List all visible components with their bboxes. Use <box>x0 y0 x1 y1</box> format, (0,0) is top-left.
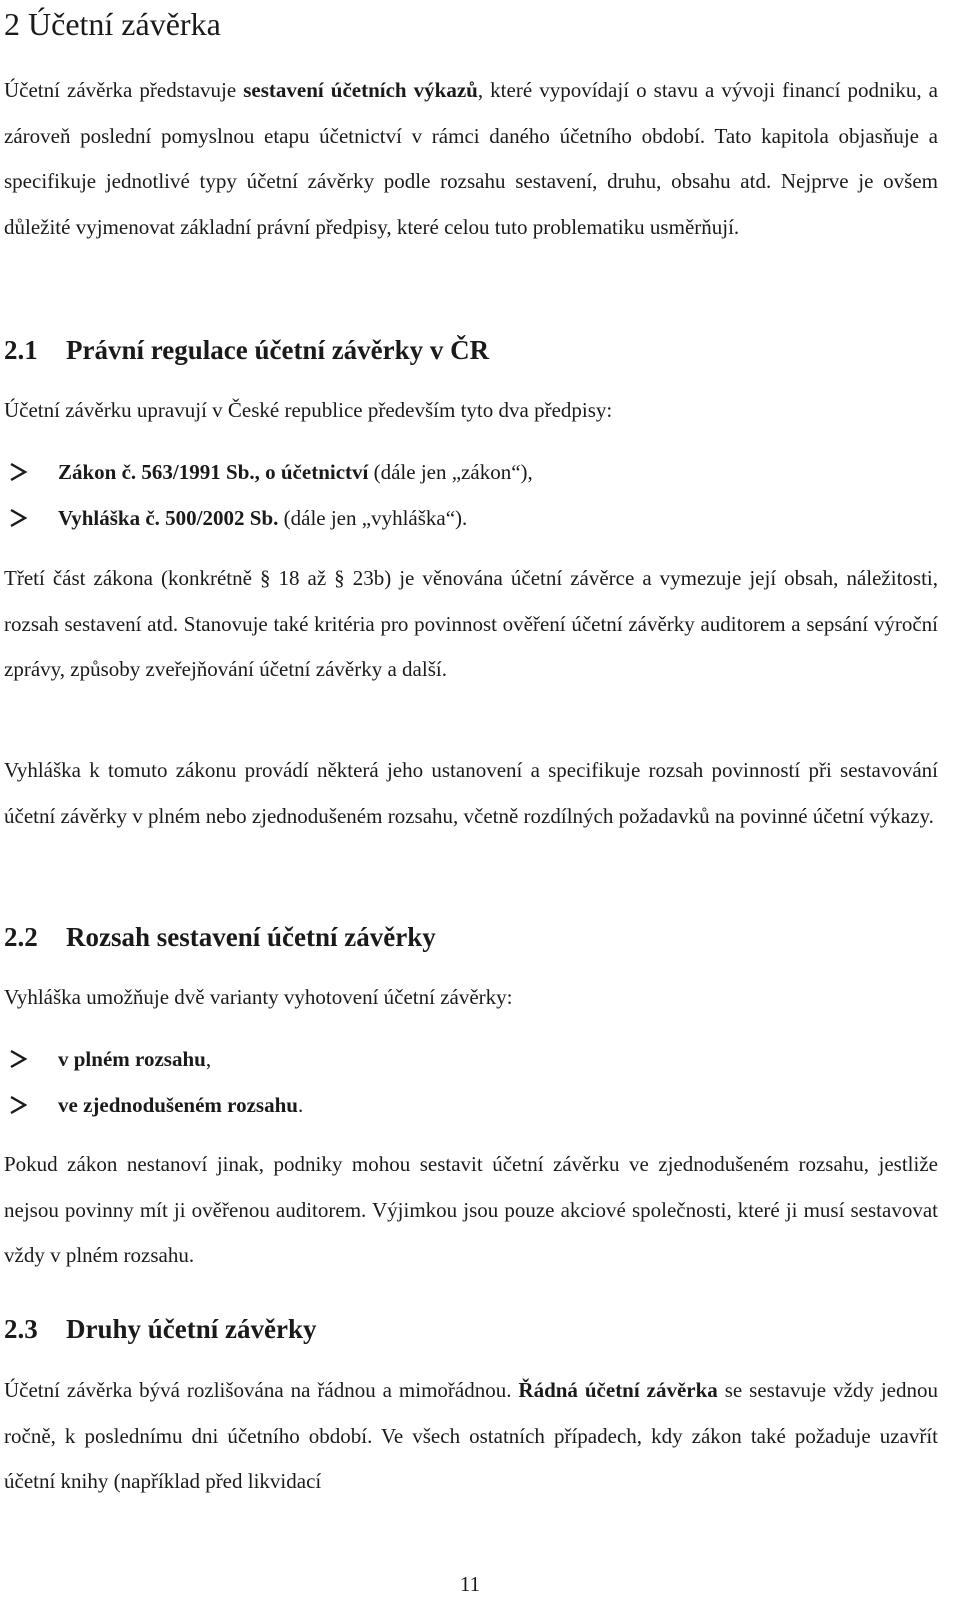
section-2-1-paragraph-1: Třetí část zákona (konkrétně § 18 až § 23b) je věnována účetní závěrce a vymezuje její obsah, náležitosti, rozsah sestavení atd. Stanovuje také kritéria pro povinnost ověření účetní závěrky auditorem a sepsání výroční zprávy, způsoby zveřejňování účetní závěrky a další. <box>4 566 938 681</box>
chapter-heading: 2 Účetní závěrka <box>4 6 221 42</box>
arrow-bullet-icon <box>8 1049 28 1069</box>
section-2-1-lead: Účetní závěrku upravují v České republice především tyto dva předpisy: <box>4 398 613 422</box>
section-2-2-lead: Vyhláška umožňuje dvě varianty vyhotovení účetní závěrky: <box>4 985 513 1009</box>
list-item <box>4 1082 934 1128</box>
arrow-bullet-icon <box>8 508 28 528</box>
list-item-rest: . <box>297 1093 304 1117</box>
section-title: Druhy účetní závěrky <box>66 1314 317 1344</box>
section-2-2-heading <box>4 920 436 954</box>
list-item-bold: Vyhláška č. 500/2002 Sb. <box>58 506 279 530</box>
section-2-2-paragraph-1: Pokud zákon nestanoví jinak, podniky mohou sestavit účetní závěrku ve zjednodušeném rozsahu, jestliže nejsou povinny mít ji ověřenou auditorem. Výjimkou jsou pouze akciové společnosti, které ji musí sestavovat vždy v plném rozsahu. <box>4 1152 938 1267</box>
list-item-rest: (dále jen „vyhláška“). <box>278 506 468 530</box>
section-number: 2.2 <box>4 922 38 952</box>
list-item-bold: Zákon č. 563/1991 Sb., o účetnictví <box>58 460 369 484</box>
section-2-1-paragraph-2: Vyhláška k tomuto zákonu provádí některá jeho ustanovení a specifikuje rozsah povinností při sestavování účetní závěrky v plném nebo zjednodušeném rozsahu, včetně rozdílných požadavků na povinné účetní výkazy. <box>4 758 938 828</box>
list-item <box>4 1036 934 1082</box>
list-item <box>4 449 934 495</box>
section-title: Rozsah sestavení účetní závěrky <box>66 922 436 952</box>
section-2-3-bold-term: Řádná účetní závěrka <box>518 1378 718 1402</box>
section-number: 2.1 <box>4 335 38 365</box>
intro-paragraph <box>4 68 938 250</box>
list-item-bold: ve zjednodušeném rozsahu <box>58 1093 298 1117</box>
page-number: 11 <box>459 1572 481 1596</box>
list-item-rest: (dále jen „zákon“), <box>368 460 533 484</box>
regulation-list <box>4 449 934 541</box>
section-2-3-paragraph-1 <box>4 1368 938 1505</box>
arrow-bullet-icon <box>8 462 28 482</box>
section-number: 2.3 <box>4 1314 38 1344</box>
scope-list <box>4 1036 934 1128</box>
intro-text-1: Účetní závěrka představuje <box>4 78 244 102</box>
list-item-bold: v plném rozsahu <box>58 1047 206 1071</box>
section-2-1-heading <box>4 333 489 367</box>
section-2-3-heading <box>4 1312 316 1346</box>
intro-text-2: , které vypovídají o stavu a vývoji financí podniku, a zároveň poslední pomyslnou etapu účetnictví v rámci daného účetního období. Tato kapitola objasňuje a specifikuje jednotlivé typy účetní závěrky podle rozsahu sestavení, druhu, obsahu atd. Nejprve je ovšem důležité vyjmenovat základní právní předpisy, které celou tuto problematiku usměrňují. <box>4 78 938 239</box>
section-2-3-text-2: se sestavuje vždy jednou ročně, k poslednímu dni účetního období. Ve všech ostatních případech, kdy zákon také požaduje uzavřít účetní knihy (například před likvidací <box>4 1378 938 1493</box>
arrow-bullet-icon <box>8 1095 28 1115</box>
list-item <box>4 495 934 541</box>
section-title: Právní regulace účetní závěrky v ČR <box>66 335 490 365</box>
list-item-rest: , <box>205 1047 212 1071</box>
section-2-3-text-1: Účetní závěrka bývá rozlišována na řádnou a mimořádnou. <box>4 1378 519 1402</box>
intro-bold-term: sestavení účetních výkazů <box>243 78 478 102</box>
